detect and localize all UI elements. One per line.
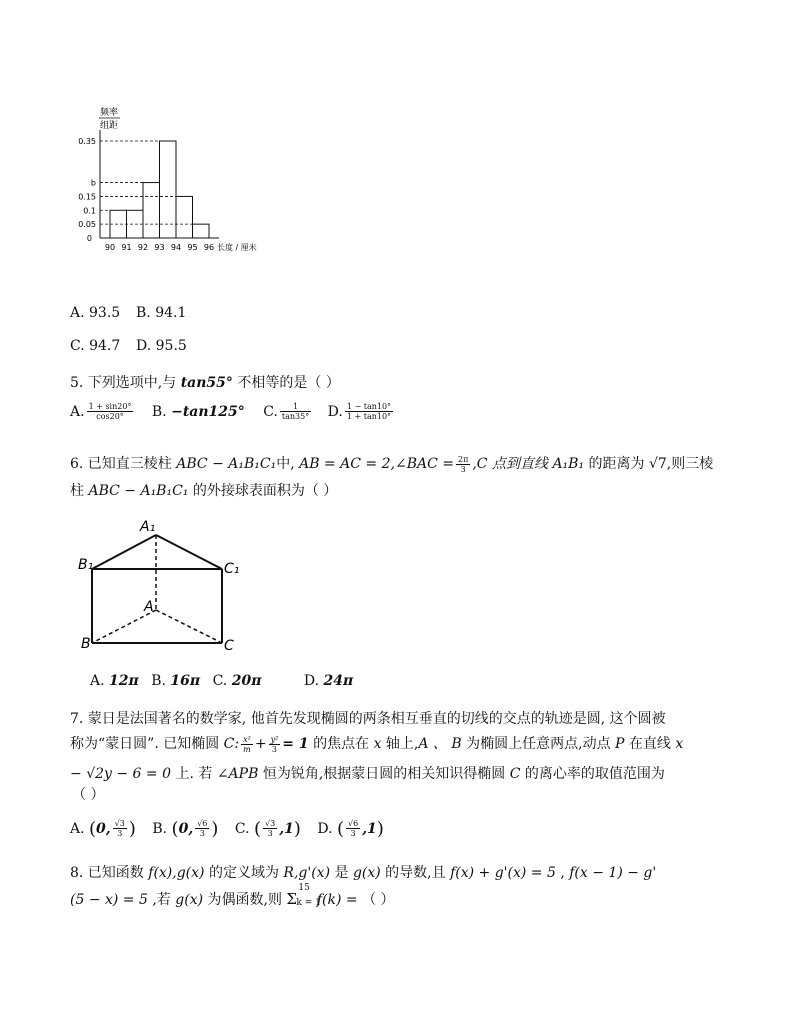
x-tick-label: 92 — [137, 243, 149, 252]
q7-option-c: C. ( $\frac{√3}{3}$ ,1) — [234, 818, 301, 839]
label-c: C — [224, 638, 234, 654]
x-tick-label: 93 — [154, 243, 165, 252]
label-c1: C₁ — [224, 561, 240, 577]
x-tick-label: 96 — [203, 243, 215, 252]
q6-option-d: D. 24π — [303, 673, 354, 689]
label-a: A — [144, 599, 154, 615]
x-axis-label: 长度 / 厘米 — [217, 243, 257, 252]
frequency-histogram — [78, 100, 292, 260]
q7-paren: （ ） — [72, 787, 105, 803]
label-b: B — [81, 636, 91, 652]
q4-option-b: B. 94.1 — [136, 305, 187, 321]
q7-line3: − √2y − 6 = 0 上. 若 ∠APB 恒为锐角,根据蒙日圆的相关知识得椭圆 C 的离心率的取值范围为 — [70, 766, 665, 782]
q6-option-a: A. 12π — [90, 673, 139, 689]
y-tick-label: 0.15 — [78, 192, 96, 202]
q5-option-d: D. $\frac{1 - \tan 10^\circ}{1 + \tan 10^\circ}$ — [327, 402, 392, 421]
histogram-bar — [143, 183, 160, 238]
y-tick-label: b — [90, 178, 96, 188]
histogram-bar — [193, 224, 210, 238]
q6-options — [90, 673, 353, 689]
q6-option-c: C. 20π — [212, 673, 262, 689]
q6-line1: 6. 已知直三棱柱 ABC − A₁B₁C₁中, AB = AC = 2,∠BAC = $\frac{2\pi}{3}$ ,C 点到直线 A₁B₁ 的距离为 √7,则三棱 — [70, 454, 714, 474]
q4-option-a: A. 93.5 — [70, 305, 121, 321]
y-tick-label: 0.05 — [78, 220, 96, 230]
q5-option-c: C. $\frac{1}{\tan 35^\circ}$ — [263, 402, 310, 421]
q8-line1: 8. 已知函数 f(x),g(x) 的定义域为 R,g'(x) 是 g(x) 的导数,且 f(x) + g'(x) = 5 , f(x − 1) − g' — [70, 865, 657, 881]
x-tick-label: 90 — [104, 243, 116, 252]
y-tick-label: 0.1 — [83, 206, 96, 216]
q7-option-a: A. (0, $\frac{√3}{3}$ ) — [70, 818, 136, 839]
q5-option-b: B. −tan125° — [151, 403, 245, 420]
histogram-bar — [160, 141, 177, 238]
q7-line2: 称为“蒙日圆”. 已知椭圆 C: $\frac{\text{x²}}{m}$ + $\frac{\text{y²}}{3}$ = 1 的焦点在 x 轴上,A 、 B 为椭圆上任意两点,动点 P 在直线 x — [70, 734, 684, 754]
q6-option-b: B. 16π — [151, 673, 201, 689]
histogram-bar — [176, 196, 193, 238]
y-tick-label: 0 — [86, 234, 92, 243]
y-axis-label-bottom: 组距 — [100, 121, 119, 131]
q7-option-b: B. (0, $\frac{√6}{3}$ ) — [152, 818, 219, 839]
x-tick-label: 95 — [187, 243, 198, 252]
label-b1: B₁ — [78, 557, 94, 573]
q7-line1: 7. 蒙日是法国著名的数学家, 他首先发现椭圆的两条相互垂直的切线的交点的轨迹是圆, 这个圆被 — [70, 711, 666, 727]
q4-option-d: D. 95.5 — [136, 338, 187, 354]
q5-stem: 5. 下列选项中,与 tan55° 不相等的是（ ） — [70, 375, 340, 391]
y-tick-label: 0.35 — [78, 137, 96, 146]
q5-options — [70, 402, 395, 421]
q8-line2: (5 − x) = 5 ,若 g(x) 为偶函数,则 Σ 15 k = 1 f(k) = （ ） — [70, 883, 395, 908]
q7-option-d: D. ( $\frac{√6}{3}$ ,1) — [317, 818, 384, 839]
q7-options — [70, 818, 384, 839]
x-tick-label: 91 — [121, 243, 132, 252]
prism-figure — [72, 515, 252, 660]
q6-line2: 柱 ABC − A₁B₁C₁ 的外接球表面积为（ ） — [70, 483, 338, 499]
y-axis-label-top: 频率 — [100, 108, 119, 118]
q5-option-a: A. $\frac{1 + \sin 20^\circ}{\cos 20^\circ}$ — [70, 402, 132, 421]
x-tick-label: 94 — [170, 243, 182, 252]
label-a1: A₁ — [140, 519, 156, 535]
q4-option-c: C. 94.7 — [70, 338, 121, 354]
